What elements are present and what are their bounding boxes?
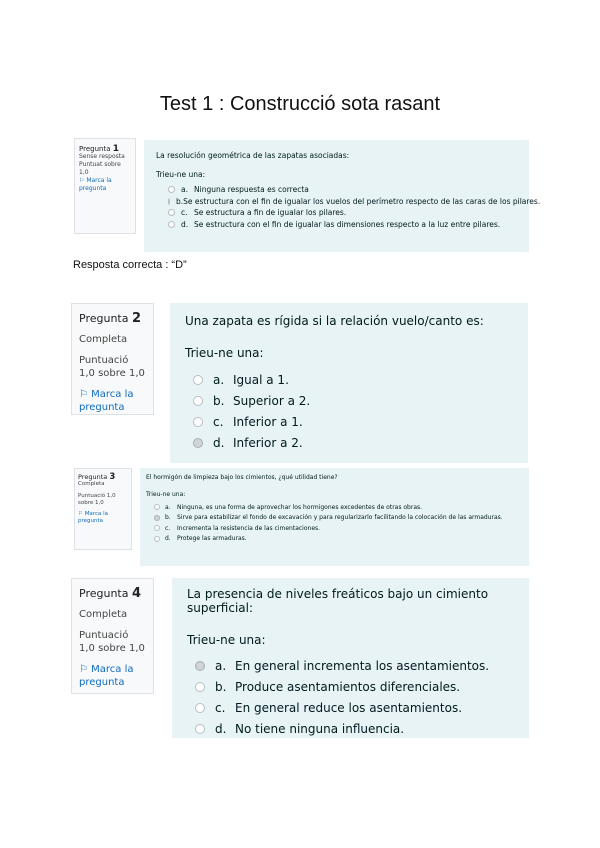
answer-option-b[interactable]: b. Superior a 2. xyxy=(185,390,513,411)
question-text: El hormigón de limpieza bajo los cimientos, ¿qué utilidad tiene? xyxy=(146,474,338,481)
radio-button[interactable] xyxy=(168,209,175,216)
answer-option-a[interactable]: a. Ninguna, es una forma de aprovechar los hormigones excedentes de otras obras. xyxy=(146,502,523,513)
question-points: Puntuació 1,0 sobre 1,0 xyxy=(79,630,145,654)
question-info-2 xyxy=(71,303,154,415)
radio-button[interactable] xyxy=(195,682,205,692)
answer-option-c[interactable]: c. Incrementa la resistencia de las cimentaciones. xyxy=(146,523,523,534)
answer-option-d[interactable]: d. Inferior a 2. xyxy=(185,432,513,453)
question-info-3 xyxy=(74,468,132,550)
flag-question-link[interactable]: ⚐ Marca la pregunta xyxy=(79,389,134,413)
question-state: Sense resposta xyxy=(79,153,125,160)
answer-option-a[interactable]: a. En general incrementa los asentamientos. xyxy=(187,655,514,676)
radio-button[interactable] xyxy=(193,396,203,406)
flag-question-link[interactable]: ⚐ Marca la pregunta xyxy=(79,664,134,688)
flag-question-link[interactable]: ⚐ Marca la pregunta xyxy=(78,511,108,524)
question-info-1 xyxy=(74,138,136,234)
answer-prompt: Trieu-ne una: xyxy=(187,633,266,647)
question-box-1 xyxy=(144,140,541,252)
answer-option-b[interactable]: b. Se estructura con el fin de igualar los vuelos del perímetro respecto de las caras de los pilares. xyxy=(156,196,517,208)
radio-button[interactable] xyxy=(168,221,175,228)
question-text: Una zapata es rígida si la relación vuelo/canto es: xyxy=(185,314,484,328)
correct-answer-note: Resposta correcta : “D” xyxy=(73,259,187,271)
question-text: La resolución geométrica de las zapatas asociadas: xyxy=(156,151,350,160)
answer-prompt: Trieu-ne una: xyxy=(156,170,206,179)
answer-option-a[interactable]: a. Ninguna respuesta es correcta xyxy=(156,184,517,196)
radio-button[interactable] xyxy=(154,504,160,510)
answer-option-c[interactable]: c. Se estructura a fin de igualar los pilares. xyxy=(156,207,517,219)
question-text: La presencia de niveles freáticos bajo un cimiento superficial: xyxy=(187,587,489,615)
radio-button[interactable] xyxy=(195,703,205,713)
flag-icon: ⚐ xyxy=(79,177,85,184)
question-box-4 xyxy=(172,578,529,738)
question-box-2 xyxy=(170,303,528,463)
radio-button-selected[interactable] xyxy=(195,661,205,671)
radio-button[interactable] xyxy=(193,417,203,427)
answer-option-a[interactable]: a. Igual a 1. xyxy=(185,369,513,390)
flag-question-link[interactable]: ⚐ Marca la pregunta xyxy=(79,177,112,192)
flag-icon: ⚐ xyxy=(79,664,88,675)
answer-option-d[interactable]: d. Protege las armaduras. xyxy=(146,534,523,545)
radio-button[interactable] xyxy=(168,198,170,205)
flag-icon: ⚐ xyxy=(78,511,83,517)
question-state: Completa xyxy=(78,481,105,487)
radio-button[interactable] xyxy=(168,186,175,193)
answer-option-b[interactable]: b. Produce asentamientos diferenciales. xyxy=(187,676,514,697)
question-info-4 xyxy=(71,578,154,694)
radio-button[interactable] xyxy=(154,525,160,531)
question-number-label: Pregunta 4 xyxy=(79,586,142,601)
question-number-label: Pregunta 2 xyxy=(79,311,142,326)
question-state: Completa xyxy=(79,334,128,345)
question-state: Completa xyxy=(79,609,128,620)
radio-button-selected[interactable] xyxy=(154,515,160,521)
question-number-label: Pregunta 3 xyxy=(78,472,116,482)
answer-option-d[interactable]: d. No tiene ninguna influencia. xyxy=(187,718,514,739)
answer-option-c[interactable]: c. En general reduce los asentamientos. xyxy=(187,697,514,718)
radio-button[interactable] xyxy=(195,724,205,734)
answer-prompt: Trieu-ne una: xyxy=(146,491,186,498)
flag-icon: ⚐ xyxy=(79,389,88,400)
radio-button[interactable] xyxy=(154,536,160,542)
answer-option-d[interactable]: d. Se estructura con el fin de igualar las dimensiones respecto a la luz entre pilares. xyxy=(156,219,517,231)
answer-prompt: Trieu-ne una: xyxy=(185,346,264,360)
question-points: Puntuat sobre 1,0 xyxy=(79,161,121,176)
answer-option-b[interactable]: b. Sirve para estabilizar el fondo de excavación y para regularizarlo facilitando la colocación de las armaduras. xyxy=(146,513,523,524)
question-box-3 xyxy=(140,468,529,566)
question-points: Puntuació 1,0 sobre 1,0 xyxy=(78,493,116,506)
radio-button[interactable] xyxy=(193,375,203,385)
question-number-label: Pregunta 1 xyxy=(79,144,119,154)
answer-option-c[interactable]: c. Inferior a 1. xyxy=(185,411,513,432)
radio-button-selected[interactable] xyxy=(193,438,203,448)
question-points: Puntuació 1,0 sobre 1,0 xyxy=(79,355,145,379)
page-title: Test 1 : Construcció sota rasant xyxy=(159,93,441,115)
